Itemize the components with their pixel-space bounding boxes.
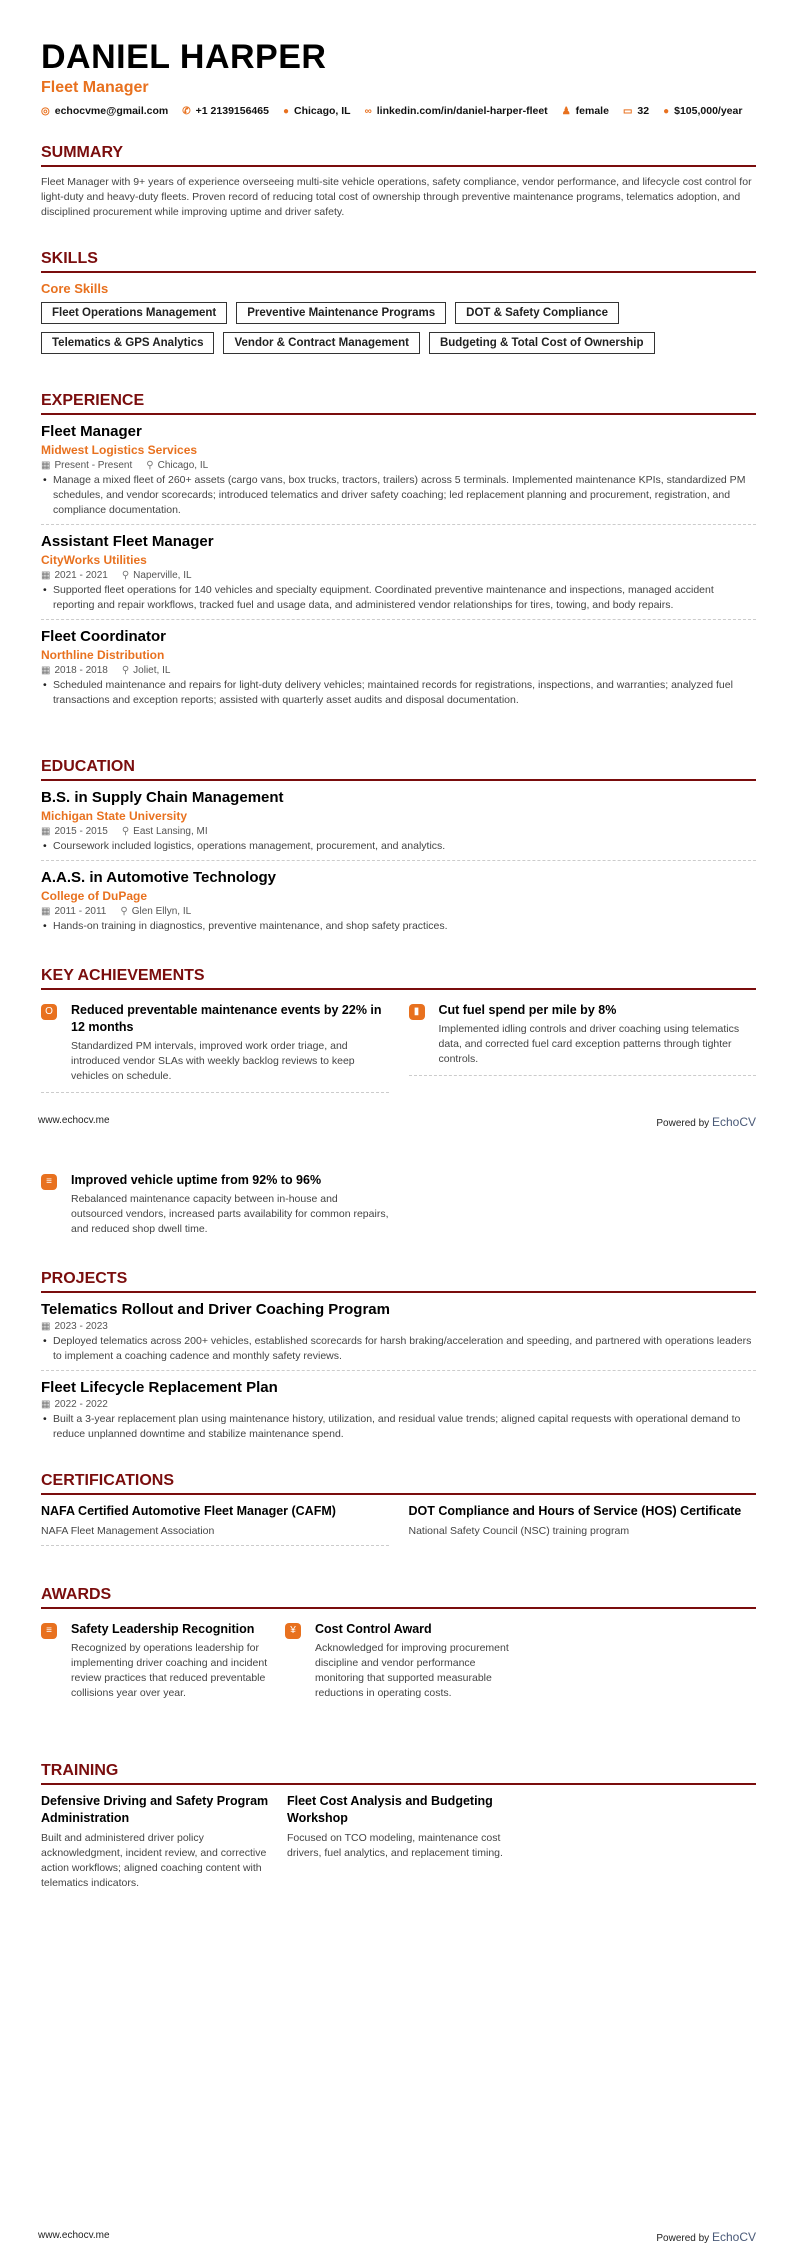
calendar-icon: ▦	[41, 460, 51, 471]
date	[41, 906, 106, 917]
skills-section	[41, 250, 756, 354]
summary-text: Fleet Manager with 9+ years of experience overseeing multi-site vehicle operations, safety compliance, vendor performance, and lifecycle cost control for light-duty and heavy-duty fleets. Proven record of reducing total cost of ownership through preventive maintenance programs, telematics adoption, and disciplined procurement while improving uptime and driver safety.	[41, 176, 752, 218]
entry-bullet: • Hands-on training in diagnostics, preventive maintenance, and shop safety practices.	[41, 919, 756, 934]
entry-meta	[41, 1321, 756, 1332]
training-item	[287, 1793, 517, 1891]
footer-site: www.echocv.me	[38, 2230, 110, 2241]
calendar-icon: ▦	[41, 665, 51, 676]
location	[122, 826, 208, 837]
section-heading: CERTIFICATIONS	[41, 1472, 756, 1495]
certifications-section	[41, 1472, 756, 1546]
location	[122, 665, 171, 676]
calendar-icon: ▦	[41, 826, 51, 837]
contact-text: 32	[637, 105, 650, 117]
section-heading: TRAINING	[41, 1762, 756, 1785]
skill-chip: Vendor & Contract Management	[223, 332, 419, 354]
phone-icon: ✆	[182, 106, 191, 117]
entry-title: A.A.S. in Automotive Technology	[41, 869, 277, 886]
skill-chip: Telematics & GPS Analytics	[41, 332, 214, 354]
entry	[41, 423, 756, 525]
contact-text: echocvme@gmail.com	[54, 105, 169, 117]
contact-text: Chicago, IL	[294, 105, 351, 117]
date-text: 2015 - 2015	[54, 826, 108, 837]
calendar-icon: ▦	[41, 570, 51, 581]
skill-chip: Fleet Operations Management	[41, 302, 227, 324]
location-text: Naperville, IL	[133, 570, 192, 581]
location-pin-icon: ⚲	[121, 826, 130, 837]
achievement-item	[41, 998, 389, 1093]
achievement-body	[71, 1002, 389, 1084]
achievement-text: Implemented idling controls and driver coaching using telematics data, and corrected fuel card exception patterns through tighter controls.	[438, 1023, 740, 1065]
achievement-text: Rebalanced maintenance capacity between in-house and outsourced vendors, increased parts availability for common repairs, and reduced shop dwell time.	[71, 1193, 389, 1235]
entry	[41, 869, 756, 940]
certification-title: DOT Compliance and Hours of Service (HOS) Certificate	[408, 1504, 742, 1518]
entry-organization: Midwest Logistics Services	[41, 443, 198, 457]
footer-site: www.echocv.me	[38, 1115, 110, 1126]
date-text: 2023 - 2023	[54, 1321, 108, 1332]
person-icon: ♟	[561, 106, 571, 117]
section-heading: AWARDS	[41, 1586, 756, 1609]
certification-issuer: National Safety Council (NSC) training program	[408, 1525, 630, 1537]
contact-item	[663, 105, 742, 117]
contact-text: +1 2139156465	[195, 105, 269, 117]
award-item	[285, 1617, 515, 1709]
calendar-icon: ▦	[41, 1399, 51, 1410]
entry-title: Telematics Rollout and Driver Coaching Program	[41, 1301, 390, 1318]
entry-bullet: • Scheduled maintenance and repairs for light-duty delivery vehicles; maintained records for registrations, inspections, and warranties; analyzed fuel transactions and exception reports; assisted with quarterly asset audits and disposal documentation.	[41, 678, 756, 708]
skill-chip: Preventive Maintenance Programs	[236, 302, 446, 324]
location	[120, 906, 191, 917]
achievements-section	[41, 967, 756, 1093]
contact-text: female	[575, 105, 609, 117]
date-text: 2018 - 2018	[54, 665, 108, 676]
section-heading: EDUCATION	[41, 758, 756, 781]
summary-section	[41, 144, 756, 220]
experience-section	[41, 392, 756, 722]
entry	[41, 533, 756, 620]
achievement-text: Standardized PM intervals, improved work order triage, and introduced vendor SLAs with weekly backlog reviews to keep vehicles on schedule.	[71, 1040, 355, 1082]
entry-title: B.S. in Supply Chain Management	[41, 789, 284, 806]
location-text: East Lansing, MI	[133, 826, 208, 837]
award-title: Safety Leadership Recognition	[71, 1622, 255, 1636]
entry-meta	[41, 665, 756, 676]
page-footer	[38, 2230, 756, 2244]
footer-powered	[656, 1115, 756, 1129]
section-heading: SUMMARY	[41, 144, 756, 167]
entry-bullet: • Supported fleet operations for 140 vehicles and specialty equipment. Coordinated preventive maintenance and inspections, managed accident reporting and repair workflows, tracked fuel and usage data, and administered vendor relationships for tires, towing, and body repairs.	[41, 583, 756, 613]
brand-logo: EchoCV	[711, 2230, 756, 2244]
entry-organization: Michigan State University	[41, 809, 188, 823]
entry-bullet: • Built a 3-year replacement plan using maintenance history, utilization, and residual value trends; aligned capital requests with operational demand to reduce unplanned downtime and stabilize maintenance spend.	[41, 1412, 756, 1442]
entry-organization: College of DuPage	[41, 889, 148, 903]
location	[146, 460, 208, 471]
location-pin-icon: ⚲	[146, 460, 154, 471]
contact-text: $105,000/year	[674, 105, 743, 117]
date	[41, 570, 108, 581]
achievements-continued	[41, 1168, 756, 1245]
entry-title: Fleet Manager	[41, 423, 142, 440]
entry-organization: CityWorks Utilities	[41, 553, 147, 567]
certification-issuer: NAFA Fleet Management Association	[41, 1525, 215, 1537]
entry	[41, 628, 756, 714]
skill-chip: Budgeting & Total Cost of Ownership	[429, 332, 655, 354]
contact-list	[41, 105, 756, 117]
projects-section	[41, 1270, 756, 1456]
section-heading: KEY ACHIEVEMENTS	[41, 967, 756, 990]
calendar-icon: ▭	[622, 106, 633, 117]
wrench-badge-icon: O	[41, 1004, 57, 1020]
section-heading: PROJECTS	[41, 1270, 756, 1293]
contact-item	[623, 105, 649, 117]
award-text: Recognized by operations leadership for implementing driver coaching and incident review practices that reduced preventable collisions year over year.	[71, 1642, 268, 1699]
skill-chip: DOT & Safety Compliance	[455, 302, 619, 324]
location-pin-icon: ⚲	[121, 570, 130, 581]
location-text: Glen Ellyn, IL	[131, 906, 192, 917]
date	[41, 665, 108, 676]
link-icon: ∞	[364, 106, 372, 117]
achievement-item	[41, 1168, 389, 1245]
date	[41, 826, 108, 837]
contact-item[interactable]	[41, 105, 168, 117]
brand-logo: EchoCV	[711, 1115, 756, 1129]
bar-chart-icon: ▮	[409, 1004, 425, 1020]
award-body	[315, 1621, 515, 1701]
certification-item	[409, 1503, 757, 1546]
training-item	[41, 1793, 271, 1891]
entry	[41, 1379, 756, 1448]
education-section	[41, 758, 756, 948]
yen-coin-icon: ¥	[285, 1623, 301, 1639]
entry-bullet: • Deployed telematics across 200+ vehicles, established scorecards for harsh braking/acceleration and speeding, and partnered with operations leaders to implement a coaching cadence and monthly safety reviews.	[41, 1334, 756, 1364]
powered-label: Powered by	[656, 2233, 710, 2244]
entry	[41, 1301, 756, 1371]
entry-title: Assistant Fleet Manager	[41, 533, 214, 550]
location	[122, 570, 192, 581]
location-pin-icon: ⚲	[120, 906, 128, 917]
training-section	[41, 1762, 756, 1891]
award-text: Acknowledged for improving procurement discipline and vendor performance monitoring that supported measurable reductions in operating costs.	[315, 1642, 509, 1699]
calendar-icon: ▦	[41, 906, 51, 917]
entry-title: Fleet Coordinator	[41, 628, 167, 645]
location-pin-icon: ⚲	[121, 665, 130, 676]
location-text: Joliet, IL	[133, 665, 171, 676]
clipboard-icon: ≡	[41, 1174, 57, 1190]
award-body	[71, 1621, 271, 1701]
date	[41, 460, 132, 471]
location-icon: ●	[282, 106, 289, 117]
candidate-name: DANIEL HARPER	[41, 38, 327, 76]
training-text: Focused on TCO modeling, maintenance cost drivers, fuel analytics, and replacement timing.	[287, 1832, 503, 1859]
entry-title: Fleet Lifecycle Replacement Plan	[41, 1379, 278, 1396]
page-footer	[38, 1115, 756, 1129]
achievement-body	[71, 1172, 389, 1237]
contact-item	[283, 105, 351, 117]
clipboard-icon: ≡	[41, 1623, 57, 1639]
entry-meta	[41, 826, 756, 837]
certification-item	[41, 1503, 389, 1546]
resume-header	[41, 38, 756, 117]
date-text: 2022 - 2022	[54, 1399, 108, 1410]
achievement-item	[409, 998, 757, 1076]
calendar-icon: ▦	[41, 1321, 51, 1332]
awards-section	[41, 1586, 756, 1709]
achievement-body	[439, 1002, 757, 1067]
entry	[41, 789, 756, 861]
footer-powered	[656, 2230, 756, 2244]
entry-bullet: • Coursework included logistics, operations management, procurement, and analytics.	[41, 839, 756, 854]
certification-title: NAFA Certified Automotive Fleet Manager (CAFM)	[41, 1504, 336, 1518]
training-text: Built and administered driver policy acknowledgment, incident review, and corrective action workflows; aligned coaching content with telematics indicators.	[41, 1832, 267, 1889]
training-title: Fleet Cost Analysis and Budgeting Workshop	[287, 1794, 493, 1825]
entry-meta	[41, 570, 756, 581]
section-heading: EXPERIENCE	[41, 392, 756, 415]
contact-text: linkedin.com/in/daniel-harper-fleet	[376, 105, 548, 117]
entry-bullet: • Manage a mixed fleet of 260+ assets (cargo vans, box trucks, tractors, trailers) across 5 terminals. Implemented maintenance KPIs, standardized PM schedules, and vendor scorecards; introduced telematics and driver safety coaching; led replacement planning and procurement, registration, and compliance documentation.	[41, 473, 756, 518]
date-text: 2021 - 2021	[54, 570, 108, 581]
contact-item[interactable]	[182, 105, 269, 117]
location-text: Chicago, IL	[157, 460, 209, 471]
achievement-title: Cut fuel spend per mile by 8%	[438, 1003, 617, 1017]
skill-chips	[41, 302, 756, 354]
entry-meta	[41, 460, 756, 471]
training-title: Defensive Driving and Safety Program Administration	[41, 1794, 269, 1825]
achievement-title: Improved vehicle uptime from 92% to 96%	[71, 1173, 322, 1187]
entry-meta	[41, 906, 756, 917]
entry-meta	[41, 1399, 756, 1410]
contact-item	[562, 105, 609, 117]
salary-icon: ●	[663, 106, 670, 117]
award-item	[41, 1617, 271, 1709]
powered-label: Powered by	[656, 1118, 710, 1129]
email-icon: ◎	[41, 106, 50, 117]
section-heading: SKILLS	[41, 250, 756, 273]
date-text: 2011 - 2011	[54, 906, 107, 917]
date	[41, 1321, 108, 1332]
date	[41, 1399, 108, 1410]
skills-subheading: Core Skills	[41, 281, 109, 296]
award-title: Cost Control Award	[315, 1622, 432, 1636]
entry-organization: Northline Distribution	[41, 648, 165, 662]
achievement-title: Reduced preventable maintenance events by 22% in 12 months	[71, 1003, 382, 1034]
contact-item[interactable]	[365, 105, 548, 117]
date-text: Present - Present	[54, 460, 133, 471]
candidate-title: Fleet Manager	[41, 79, 149, 96]
